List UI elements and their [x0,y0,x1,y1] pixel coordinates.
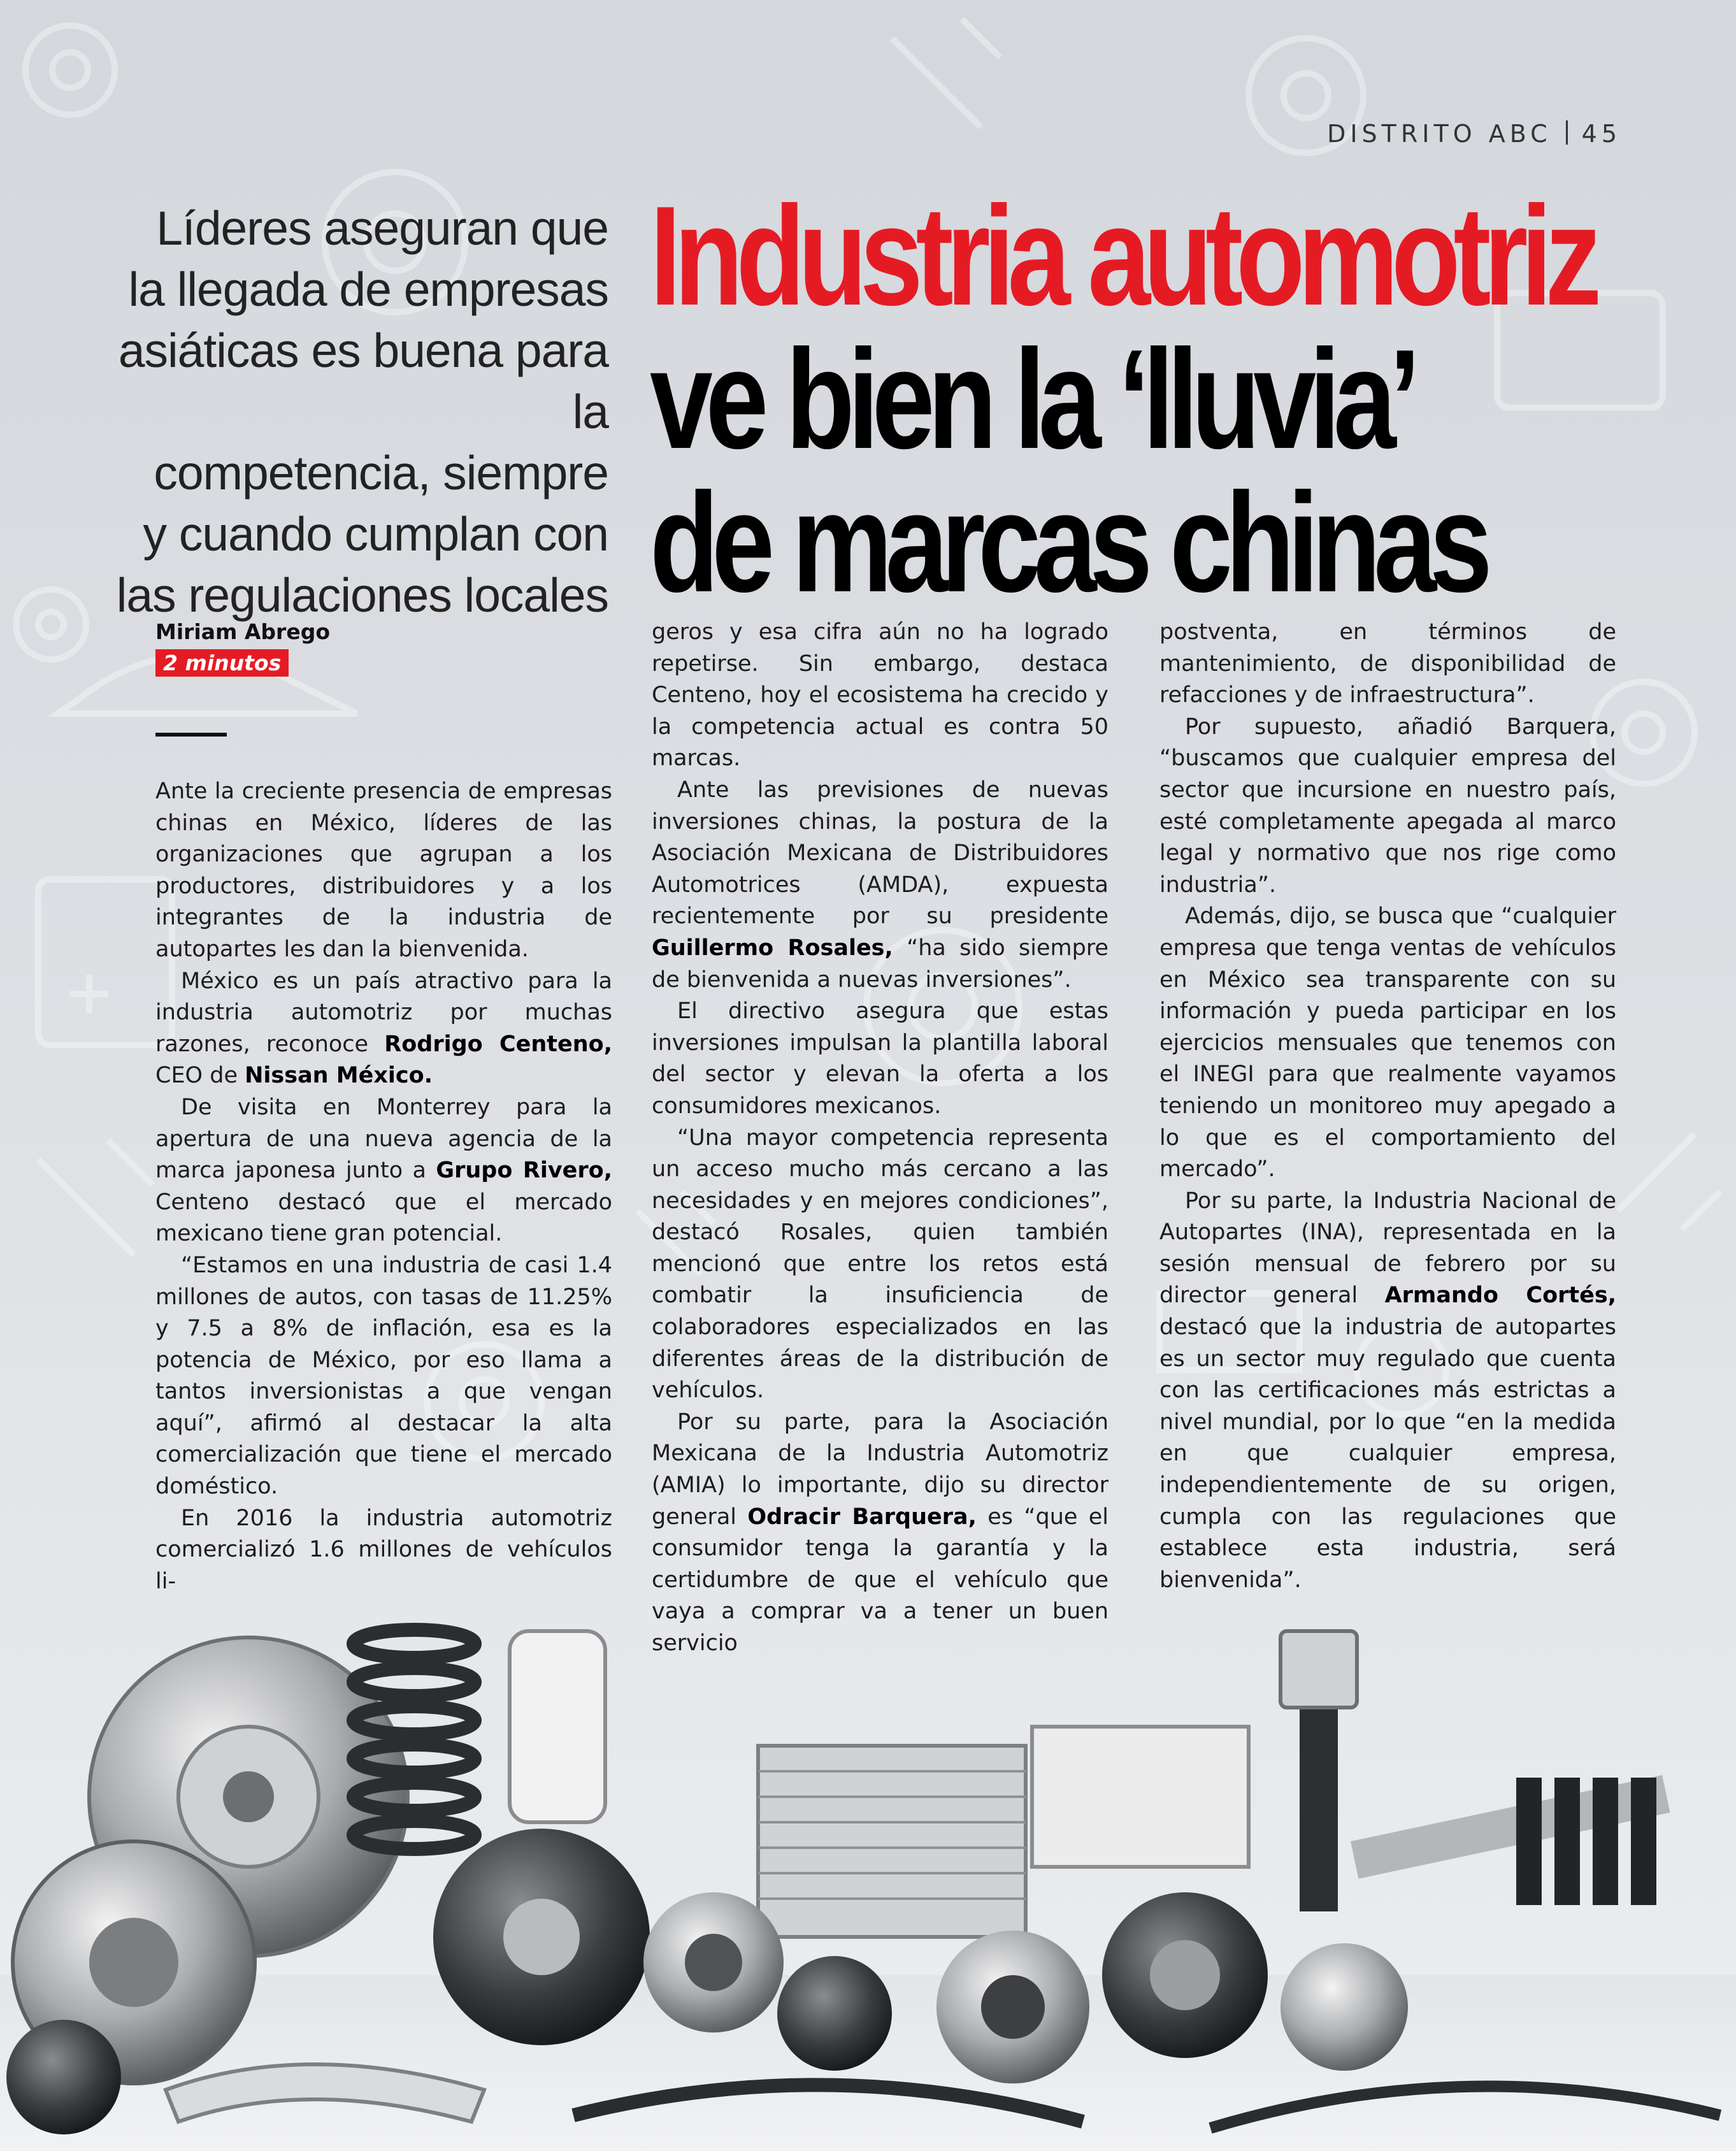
fuel-pump [510,1631,605,1822]
headline-line-2: ve bien la ‘lluvia’ [650,320,1414,478]
paragraph: Ante la creciente presencia de empresas chinas en México, líderes de las organizaciones que agrupan a los productores, distribuidores y a los integrantes de la industria de autopartes les dan la bienvenida. [155,779,612,962]
headline-line-1: Industria automotriz [650,177,1595,335]
paragraph: Por supuesto, añadió Barquera, “buscamos que cualquier empresa del sector que incursione en nuestro país, esté completamente apegada al marco legal y normativo que nos rige como industria”. [1159,714,1616,898]
bearing [777,1956,892,2071]
deck-line: competencia, siempre [154,446,608,500]
author-name: Miriam Abrego [155,619,330,644]
paragraph: Además, dijo, se busca que “cualquier empresa que tenga ventas de vehículos en México sea transparente con su información y pueda participar en los ejercicios mensuales que tenemos con el INEGI para que realmente vayamos teniendo un monitoreo muy apegado a lo que es el comportamiento del mercado”. [1159,903,1616,1183]
paragraph: geros y esa cifra aún no ha logrado repetirse. Sin embargo, destaca Centeno, hoy el ecosistema ha crecido y la competencia actual es contra 50 marcas. [652,619,1108,772]
paragraph: Por su parte, para la Asociación Mexicana de la Industria Automotriz (AMIA) lo importante, dijo su director general Odracir Barquera, es “que el consumidor tenga la garantía y la certidumbre de que el vehículo que vaya a comprar va a tener un buen servicio [652,1409,1109,1656]
deck [115,198,608,626]
read-time-badge: 2 minutos [155,649,289,677]
paragraph: De visita en Monterrey para la apertura de una nueva agencia de la marca japonesa junto a Grupo Rivero, Centeno destacó que el mercado mexicano tiene gran potencial. [155,1094,612,1247]
cv-joint [1280,1943,1408,2071]
paragraph: México es un país atractivo para la industria automotriz por muchas razones, reconoce Rodrigo Centeno, CEO de Nissan México. [155,968,612,1089]
running-header [1327,120,1621,148]
headline-line-3: de marcas chinas [650,464,1486,622]
paragraph: En 2016 la industria automotriz comercializó 1.6 millones de vehículos li- [155,1505,612,1594]
headline [650,177,1595,622]
engine-mount [6,2020,121,2134]
deck-line: asiáticas es buena para la [118,324,608,438]
page-number: 45 [1581,120,1621,148]
body-column-3 [1159,617,1616,1596]
paragraph: El directivo asegura que estas inversiones impulsan la plantilla laboral del sector y elevan la oferta a los consumidores mexicanos. [652,998,1108,1119]
body-column-2 [652,617,1108,1660]
auto-parts-photo [0,1567,1736,2151]
byline [155,619,330,677]
body-column-1 [155,776,612,1597]
byline-rule [155,733,227,737]
header-divider [1566,120,1568,145]
paragraph: “Una mayor competencia representa un acceso mucho más cercano a las necesidades y en mejores condiciones”, destacó Rosales, quien también mencionó que entre los retos está combatir la insuficiencia de colaboradores especializados en las diferentes áreas de la distribución de vehículos. [652,1125,1108,1404]
radiator [758,1746,1026,1937]
paragraph: postventa, en términos de mantenimiento, de disponibilidad de refacciones y de infraestructura”. [1159,619,1616,709]
paragraph: Ante las previsiones de nuevas inversiones chinas, la postura de la Asociación Mexicana de Distribuidores Automotrices (AMDA), expuesta recientemente por su presidente Guillermo Rosales, “ha sido siempre de bienvenida a nuevas inversiones”. [652,777,1108,993]
paragraph: Por su parte, la Industria Nacional de Autopartes (INA), representada en la sesión mensual de febrero por su director general Armando Cortés, destacó que la industria de autopartes es un sector muy regulado que cuenta con las certificaciones más estrictas a nivel mundial, por lo que “en la medida en que cualquier empresa, independientemente de su origen, cumpla con las regulaciones que establece esta industria, será bienvenida”. [1159,1188,1616,1593]
deck-line: y cuando cumplan con [143,507,608,561]
section-name: DISTRITO ABC [1327,120,1552,148]
paragraph: “Estamos en una industria de casi 1.4 millones de autos, con tasas de 11.25% y 7.5 a 8% de inflación, esa es la potencia de México, por eso llama a tantos inversionistas a que vengan aquí”, afirmó al destacar la alta comercialización que tiene el mercado doméstico. [155,1252,612,1500]
deck-line: Líderes aseguran que [156,201,608,255]
deck-line: la llegada de empresas [128,263,608,316]
air-filter [1032,1727,1249,1867]
shock-absorber [1351,1775,1670,1879]
deck-line: las regulaciones locales [116,568,608,622]
